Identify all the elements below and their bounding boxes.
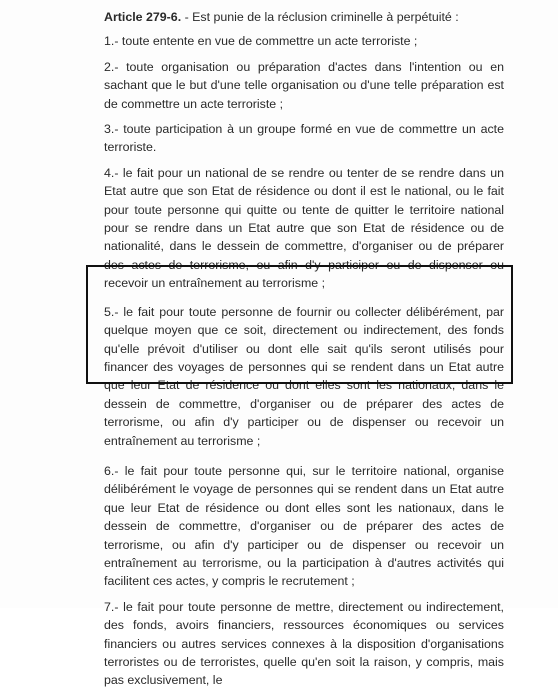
article-heading xyxy=(104,8,504,26)
paragraph-4: 4.- le fait pour un national de se rendre ou tenter de se rendre dans un Etat autre que son Etat de résidence ou dont il est le national, ou le fait pour toute personne qui quitte ou tente de quitter le territoire national pour se rendre dans un Etat autre que son Etat de résidence ou de nationalité, dans le dessein de commettre, d'organiser ou de préparer des actes de terrorisme, ou afin d'y participer ou de dispenser ou recevoir un entraînement au terrorisme ; xyxy=(104,165,504,291)
paragraph-7: 7.- le fait pour toute personne de mettre, directement ou indirectement, des fonds, avoirs financiers, ressources économiques ou services financiers ou autres services connexes à la disposition d'organisations terroristes ou de terroristes, quelle qu'en soit la raison, y compris, mais pas exclusivement, le xyxy=(104,599,504,688)
paragraph-2: 2.- toute organisation ou préparation d'actes dans l'intention ou en sachant que le but d'une telle organisation ou d'une telle préparation est de commettre un acte terroriste ; xyxy=(104,59,504,111)
paragraph-5-highlighted: 5.- le fait pour toute personne de fournir ou collecter délibérément, par quelque moyen que ce soit, directement ou indirectement, des fonds qu'elle prévoit d'utiliser ou dont elle sait qu'ils seront utilisés pour financer des voyages de personnes qui se rendent dans un Etat autre que leur Etat de résidence ou dont elles sont les nationaux, dans le dessein de commettre, d'organiser ou de préparer des actes de terrorisme, ou afin d'y participer ou de dispenser ou recevoir un entraînement au terrorisme ; xyxy=(104,304,504,448)
paragraph-3: 3.- toute participation à un groupe formé en vue de commettre un acte terroriste. xyxy=(104,122,504,155)
article-text-body xyxy=(104,8,504,697)
article-number: Article 279-6. xyxy=(104,10,182,24)
paragraph-1: 1.- toute entente en vue de commettre un acte terroriste ; xyxy=(104,34,418,49)
article-intro: - Est punie de la réclusion criminelle à perpétuité : xyxy=(181,10,459,24)
paragraph-6: 6.- le fait pour toute personne qui, sur le territoire national, organise délibérément le voyage de personnes qui se rendent dans un Etat autre que leur Etat de résidence ou dont elles sont les nationaux, dans le dessein de commettre, d'organiser ou de préparer des actes de terrorisme, ou afin d'y participer ou de dispenser ou recevoir un entraînement au terrorisme, ou la participation à d'autres activités qui facilitent ces actes, y compris le recrutement ; xyxy=(104,463,504,589)
